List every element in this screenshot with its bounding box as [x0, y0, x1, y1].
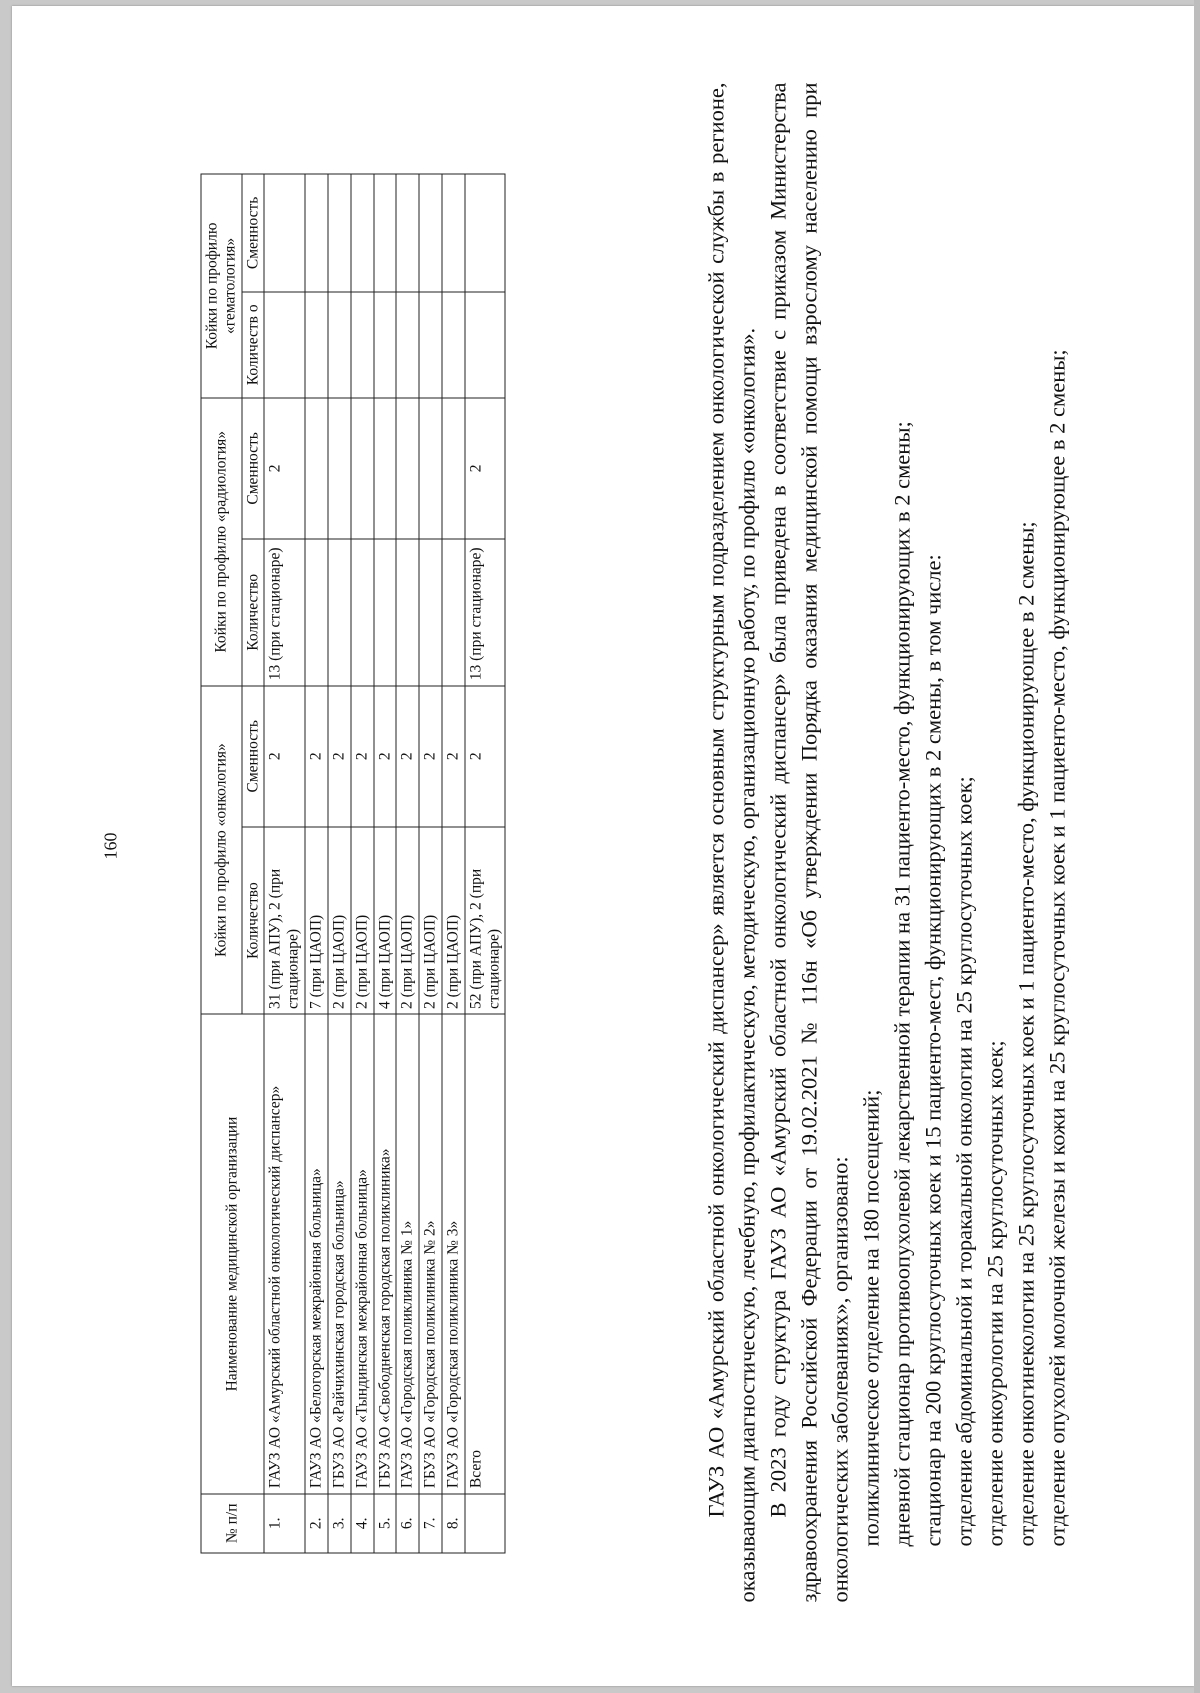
table-row: [419, 174, 442, 1553]
cell-hem-qty: [264, 292, 305, 398]
cell-rad-shift: [396, 398, 419, 539]
cell-hem-qty: [419, 292, 442, 398]
cell-onc-qty: 2 (при ЦАОП): [419, 827, 442, 1015]
cell-name: ГАУЗ АО «Городская поликлиника № 1»: [396, 1014, 419, 1493]
header-onc-shift: Сменность: [242, 686, 265, 827]
cell-num: 7.: [419, 1494, 442, 1553]
cell-hem-shift: [465, 174, 506, 292]
cell-onc-qty: 2 (при ЦАОП): [351, 827, 374, 1015]
header-hem-quantity: Количеств о: [242, 292, 265, 398]
cell-name: ГАУЗ АО «Амурский областной онкологический диспансер»: [264, 1014, 305, 1493]
cell-onc-qty: 7 (при ЦАОП): [305, 827, 328, 1015]
cell-rad-qty: [442, 539, 465, 686]
cell-name: ГБУЗ АО «Свободненская городская поликлиника»: [374, 1014, 397, 1493]
cell-name: ГАУЗ АО «Тындинская межрайонная больница»: [351, 1014, 374, 1493]
list-item: отделение абдоминальной и торакальной онкологии на 25 круглосуточных коек;: [951, 776, 977, 1547]
cell-rad-shift: 2: [465, 398, 506, 539]
cell-onc-qty: 2 (при ЦАОП): [442, 827, 465, 1015]
cell-num: [465, 1494, 506, 1553]
cell-name: ГАУЗ АО «Городская поликлиника № 3»: [442, 1014, 465, 1493]
cell-onc-shift: 2: [305, 686, 328, 827]
header-rad-shift: Сменность: [242, 398, 265, 539]
cell-rad-shift: [419, 398, 442, 539]
list-item: стационар на 200 круглосуточных коек и 15 пациенто-мест, функционирующих в 2 смены, в том числе:: [920, 554, 946, 1547]
header-radiology: Койки по профилю «радиология»: [201, 398, 242, 686]
cell-hem-qty: [328, 292, 351, 398]
table-total-row: [465, 174, 506, 1553]
header-oncology: Койки по профилю «онкология»: [201, 686, 242, 1015]
table-row: [442, 174, 465, 1553]
cell-rad-shift: 2: [264, 398, 305, 539]
cell-name: ГБУЗ АО «Райчихинская городская больница»: [328, 1014, 351, 1493]
cell-hem-qty: [465, 292, 506, 398]
cell-hem-qty: [442, 292, 465, 398]
cell-onc-shift: 2: [419, 686, 442, 827]
cell-num: 2.: [305, 1494, 328, 1553]
cell-onc-shift: 2: [351, 686, 374, 827]
cell-hem-shift: [374, 174, 397, 292]
list-item: отделение опухолей молочной железы и кожи на 25 круглосуточных коек и 1 пациенто-место, функционирующее в 2 смены;: [1044, 349, 1070, 1547]
cell-onc-shift: 2: [328, 686, 351, 827]
cell-rad-shift: [328, 398, 351, 539]
table-row: [374, 174, 397, 1553]
cell-hem-qty: [351, 292, 374, 398]
body-text: [701, 83, 1073, 1603]
cell-hem-shift: [328, 174, 351, 292]
cell-hem-shift: [264, 174, 305, 292]
cell-num: 1.: [264, 1494, 305, 1553]
cell-onc-qty: 52 (при АПУ), 2 (при стационаре): [465, 827, 506, 1015]
cell-hem-shift: [396, 174, 419, 292]
cell-onc-qty: 2 (при ЦАОП): [328, 827, 351, 1015]
cell-num: 8.: [442, 1494, 465, 1553]
cell-rad-shift: [442, 398, 465, 539]
cell-hem-qty: [374, 292, 397, 398]
cell-onc-shift: 2: [442, 686, 465, 827]
rotated-page-content: [1, 0, 1200, 1693]
cell-onc-qty: 4 (при ЦАОП): [374, 827, 397, 1015]
page-number: 160: [100, 832, 121, 860]
cell-onc-qty: 2 (при ЦАОП): [396, 827, 419, 1015]
cell-name: ГБУЗ АО «Городская поликлиника № 2»: [419, 1014, 442, 1493]
cell-num: 3.: [328, 1494, 351, 1553]
table-row: [264, 174, 305, 1553]
cell-rad-qty: 13 (при стационаре): [465, 539, 506, 686]
cell-rad-shift: [351, 398, 374, 539]
paragraph: ГАУЗ АО «Амурский областной онкологический диспансер» является основным структурным подразделением онкологической службы в регионе, оказывающим диагностическую, лечебную, профилактическую, методическую, организационную работу, по профилю «онкология».: [703, 82, 760, 1603]
beds-table: [201, 174, 506, 1554]
cell-hem-qty: [305, 292, 328, 398]
cell-onc-shift: 2: [264, 686, 305, 827]
cell-hem-shift: [305, 174, 328, 292]
header-num: № п/п: [201, 1494, 264, 1553]
cell-hem-shift: [442, 174, 465, 292]
table-row: [396, 174, 419, 1553]
header-hematology: Койки по профилю «гематология»: [201, 174, 242, 398]
cell-rad-qty: 13 (при стационаре): [264, 539, 305, 686]
cell-name: ГАУЗ АО «Белогорская межрайонная больница»: [305, 1014, 328, 1493]
cell-name-total: Всего: [465, 1014, 506, 1493]
cell-rad-qty: [328, 539, 351, 686]
list-item: отделение онкоурологии на 25 круглосуточных коек;: [982, 1040, 1008, 1547]
list-item: поликлиническое отделение на 180 посещений;: [858, 1089, 884, 1547]
cell-hem-shift: [419, 174, 442, 292]
header-rad-quantity: Количество: [242, 539, 265, 686]
table-header-row: [201, 174, 242, 1553]
cell-onc-shift: 2: [465, 686, 506, 827]
cell-num: 6.: [396, 1494, 419, 1553]
header-onc-quantity: Количество: [242, 827, 265, 1015]
cell-rad-qty: [396, 539, 419, 686]
cell-rad-shift: [374, 398, 397, 539]
cell-hem-shift: [351, 174, 374, 292]
cell-rad-qty: [351, 539, 374, 686]
cell-rad-shift: [305, 398, 328, 539]
list-item: дневной стационар противоопухолевой лекарственной терапии на 31 пациенто-место, функционирующих в 2 смены;: [889, 421, 915, 1547]
header-name: Наименование медицинской организации: [201, 1014, 264, 1493]
cell-onc-shift: 2: [374, 686, 397, 827]
table-row: [328, 174, 351, 1553]
cell-rad-qty: [374, 539, 397, 686]
cell-num: 5.: [374, 1494, 397, 1553]
cell-rad-qty: [419, 539, 442, 686]
cell-onc-shift: 2: [396, 686, 419, 827]
cell-rad-qty: [305, 539, 328, 686]
cell-onc-qty: 31 (при АПУ), 2 (при стационаре): [264, 827, 305, 1015]
cell-num: 4.: [351, 1494, 374, 1553]
table-row: [351, 174, 374, 1553]
paragraph: В 2023 году структура ГАУЗ АО «Амурский областной онкологический диспансер» была приведена в соответствие с приказом Министерства здравоохранения Российской Федерации от 19.02.2021 № 116н «Об утверждении Порядка оказания медицинской помощи взрослому населению при онкологических заболеваниях», организовано:: [765, 82, 853, 1603]
header-hem-shift: Сменность: [242, 174, 265, 292]
cell-hem-qty: [396, 292, 419, 398]
table-row: [305, 174, 328, 1553]
list-item: отделение онкогинекологии на 25 круглосуточных коек и 1 пациенто-место, функционирующее в 2 смены;: [1013, 521, 1039, 1547]
